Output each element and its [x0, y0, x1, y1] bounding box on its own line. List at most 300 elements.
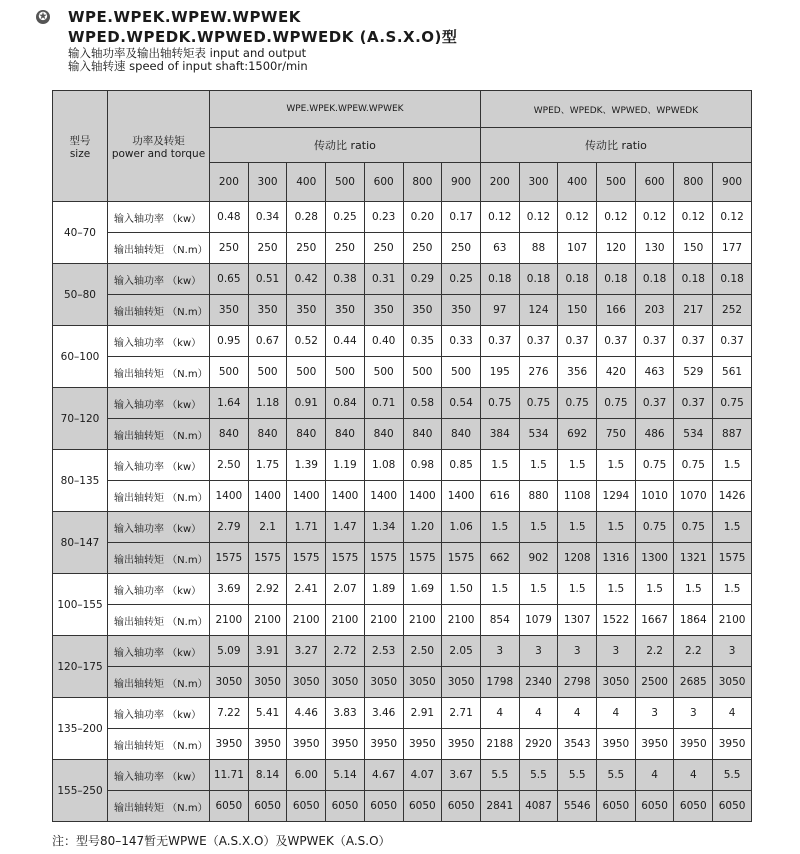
output-torque-label: 输出轴转矩 （N.m） [108, 791, 210, 822]
torque-cell: 1079 [519, 605, 558, 636]
torque-cell: 1316 [597, 543, 636, 574]
power-cell: 2.2 [674, 636, 713, 667]
torque-cell: 534 [674, 419, 713, 450]
power-cell: 2.92 [248, 574, 287, 605]
power-cell: 0.95 [210, 326, 249, 357]
torque-cell: 166 [597, 295, 636, 326]
power-cell: 1.75 [248, 450, 287, 481]
torque-cell: 1522 [597, 605, 636, 636]
torque-cell: 6050 [635, 791, 674, 822]
table-row [53, 667, 752, 698]
table-row [53, 698, 752, 729]
output-torque-label: 输出轴转矩 （N.m） [108, 667, 210, 698]
torque-cell: 6050 [287, 791, 326, 822]
power-cell: 0.75 [519, 388, 558, 419]
torque-cell: 5546 [558, 791, 597, 822]
power-cell: 4.07 [403, 760, 442, 791]
torque-cell: 1010 [635, 481, 674, 512]
torque-cell: 124 [519, 295, 558, 326]
power-cell: 1.5 [558, 450, 597, 481]
torque-cell: 1798 [480, 667, 519, 698]
size-cell: 155–250 [53, 760, 108, 822]
ratio-b-300: 300 [519, 163, 558, 202]
torque-cell: 350 [442, 295, 481, 326]
size-cell: 60–100 [53, 326, 108, 388]
table-row [53, 202, 752, 233]
power-cell: 0.48 [210, 202, 249, 233]
power-cell: 0.18 [597, 264, 636, 295]
torque-cell: 500 [364, 357, 403, 388]
input-power-label: 输入轴功率 （kw） [108, 202, 210, 233]
torque-cell: 616 [480, 481, 519, 512]
power-cell: 0.38 [326, 264, 365, 295]
output-torque-label: 输出轴转矩 （N.m） [108, 295, 210, 326]
power-cell: 2.41 [287, 574, 326, 605]
torque-cell: 3050 [248, 667, 287, 698]
torque-cell: 250 [210, 233, 249, 264]
torque-cell: 120 [597, 233, 636, 264]
power-cell: 1.34 [364, 512, 403, 543]
power-cell: 5.5 [480, 760, 519, 791]
torque-cell: 2100 [210, 605, 249, 636]
output-torque-label: 输出轴转矩 （N.m） [108, 543, 210, 574]
input-power-label: 输入轴功率 （kw） [108, 450, 210, 481]
subtitle-2: 输入轴转速 speed of input shaft:1500r/min [68, 59, 308, 73]
power-cell: 3.69 [210, 574, 249, 605]
power-cell: 1.64 [210, 388, 249, 419]
torque-cell: 500 [287, 357, 326, 388]
power-cell: 1.5 [597, 574, 636, 605]
table-row [53, 357, 752, 388]
subtitle-1: 输入轴功率及输出轴转矩表 input and output [68, 46, 307, 60]
power-cell: 0.84 [326, 388, 365, 419]
table-row [53, 450, 752, 481]
power-cell: 1.69 [403, 574, 442, 605]
torque-cell: 250 [326, 233, 365, 264]
torque-cell: 6050 [326, 791, 365, 822]
power-cell: 0.12 [674, 202, 713, 233]
power-cell: 0.42 [287, 264, 326, 295]
torque-cell: 3950 [713, 729, 752, 760]
power-cell: 3 [558, 636, 597, 667]
torque-cell: 3050 [403, 667, 442, 698]
torque-cell: 2100 [442, 605, 481, 636]
power-cell: 0.98 [403, 450, 442, 481]
power-cell: 0.23 [364, 202, 403, 233]
power-cell: 0.75 [674, 512, 713, 543]
power-cell: 0.25 [326, 202, 365, 233]
torque-cell: 350 [210, 295, 249, 326]
table-row [53, 326, 752, 357]
torque-cell: 902 [519, 543, 558, 574]
table-row [53, 512, 752, 543]
power-cell: 2.50 [403, 636, 442, 667]
torque-cell: 1400 [210, 481, 249, 512]
torque-cell: 195 [480, 357, 519, 388]
power-cell: 0.18 [558, 264, 597, 295]
power-cell: 0.18 [635, 264, 674, 295]
torque-cell: 356 [558, 357, 597, 388]
power-cell: 3 [713, 636, 752, 667]
power-cell: 0.91 [287, 388, 326, 419]
power-cell: 0.28 [287, 202, 326, 233]
torque-cell: 1400 [248, 481, 287, 512]
power-cell: 3.46 [364, 698, 403, 729]
torque-cell: 3950 [364, 729, 403, 760]
title-line-1: WPE.WPEK.WPEW.WPWEK [68, 8, 301, 26]
power-cell: 1.5 [480, 512, 519, 543]
power-cell: 1.47 [326, 512, 365, 543]
torque-cell: 2100 [713, 605, 752, 636]
power-cell: 2.07 [326, 574, 365, 605]
power-cell: 1.5 [713, 450, 752, 481]
torque-cell: 130 [635, 233, 674, 264]
torque-cell: 500 [248, 357, 287, 388]
power-cell: 3 [597, 636, 636, 667]
torque-cell: 3050 [210, 667, 249, 698]
output-torque-label: 输出轴转矩 （N.m） [108, 729, 210, 760]
torque-cell: 3950 [287, 729, 326, 760]
power-cell: 2.71 [442, 698, 481, 729]
star-icon: ✪ [36, 10, 50, 24]
pt-header-cn: 功率及转矩 [132, 134, 185, 147]
size-cell: 135–200 [53, 698, 108, 760]
input-power-label: 输入轴功率 （kw） [108, 698, 210, 729]
torque-cell: 1400 [403, 481, 442, 512]
torque-cell: 1575 [248, 543, 287, 574]
power-cell: 0.75 [480, 388, 519, 419]
power-cell: 0.75 [558, 388, 597, 419]
torque-cell: 350 [326, 295, 365, 326]
group-b-header: WPED、WPEDK、WPWED、WPWEDK [480, 91, 751, 128]
model-header-en: size [69, 147, 91, 160]
ratio-a-300: 300 [248, 163, 287, 202]
torque-cell: 3050 [597, 667, 636, 698]
ratio-b-800: 800 [674, 163, 713, 202]
power-cell: 0.18 [674, 264, 713, 295]
torque-cell: 840 [326, 419, 365, 450]
power-cell: 4.46 [287, 698, 326, 729]
power-cell: 2.53 [364, 636, 403, 667]
power-cell: 0.37 [635, 388, 674, 419]
torque-cell: 534 [519, 419, 558, 450]
power-cell: 2.1 [248, 512, 287, 543]
torque-cell: 692 [558, 419, 597, 450]
ratio-header-a: 传动比 ratio [210, 128, 481, 163]
torque-cell: 250 [442, 233, 481, 264]
torque-cell: 2841 [480, 791, 519, 822]
power-cell: 0.65 [210, 264, 249, 295]
power-cell: 0.12 [635, 202, 674, 233]
torque-cell: 6050 [674, 791, 713, 822]
power-cell: 1.5 [558, 512, 597, 543]
table-row [53, 760, 752, 791]
size-cell: 120–175 [53, 636, 108, 698]
torque-cell: 6050 [248, 791, 287, 822]
power-cell: 2.72 [326, 636, 365, 667]
input-power-label: 输入轴功率 （kw） [108, 760, 210, 791]
torque-cell: 3050 [442, 667, 481, 698]
power-cell: 0.37 [635, 326, 674, 357]
torque-cell: 1667 [635, 605, 674, 636]
torque-cell: 1400 [364, 481, 403, 512]
torque-cell: 1575 [287, 543, 326, 574]
torque-cell: 840 [210, 419, 249, 450]
torque-cell: 1575 [403, 543, 442, 574]
torque-cell: 6050 [713, 791, 752, 822]
torque-cell: 2188 [480, 729, 519, 760]
power-cell: 1.5 [519, 574, 558, 605]
output-torque-label: 输出轴转矩 （N.m） [108, 419, 210, 450]
torque-cell: 840 [442, 419, 481, 450]
torque-cell: 3050 [326, 667, 365, 698]
torque-cell: 250 [248, 233, 287, 264]
input-power-label: 输入轴功率 （kw） [108, 326, 210, 357]
pt-header-en: power and torque [111, 147, 206, 160]
table-row [53, 574, 752, 605]
power-cell: 2.05 [442, 636, 481, 667]
torque-cell: 1294 [597, 481, 636, 512]
power-cell: 1.18 [248, 388, 287, 419]
torque-cell: 2100 [287, 605, 326, 636]
torque-cell: 1575 [442, 543, 481, 574]
power-cell: 7.22 [210, 698, 249, 729]
size-cell: 80–147 [53, 512, 108, 574]
torque-cell: 250 [287, 233, 326, 264]
torque-cell: 840 [287, 419, 326, 450]
torque-cell: 2100 [326, 605, 365, 636]
torque-cell: 840 [364, 419, 403, 450]
table-row [53, 543, 752, 574]
torque-cell: 250 [364, 233, 403, 264]
torque-cell: 3050 [713, 667, 752, 698]
power-cell: 3.27 [287, 636, 326, 667]
power-cell: 6.00 [287, 760, 326, 791]
power-cell: 0.18 [519, 264, 558, 295]
torque-cell: 2798 [558, 667, 597, 698]
output-torque-label: 输出轴转矩 （N.m） [108, 605, 210, 636]
torque-cell: 463 [635, 357, 674, 388]
power-cell: 0.40 [364, 326, 403, 357]
torque-cell: 88 [519, 233, 558, 264]
power-cell: 0.37 [674, 326, 713, 357]
ratio-a-800: 800 [403, 163, 442, 202]
power-cell: 2.50 [210, 450, 249, 481]
power-cell: 1.5 [480, 574, 519, 605]
power-cell: 0.75 [597, 388, 636, 419]
power-cell: 1.71 [287, 512, 326, 543]
torque-cell: 486 [635, 419, 674, 450]
power-cell: 0.75 [713, 388, 752, 419]
power-cell: 4 [519, 698, 558, 729]
output-torque-label: 输出轴转矩 （N.m） [108, 357, 210, 388]
ratio-b-500: 500 [597, 163, 636, 202]
title-line-2: WPED.WPEDK.WPWED.WPWEDK (A.S.X.O)型 [68, 28, 458, 46]
power-cell: 0.12 [713, 202, 752, 233]
power-cell: 5.5 [558, 760, 597, 791]
torque-cell: 276 [519, 357, 558, 388]
torque-cell: 1321 [674, 543, 713, 574]
torque-cell: 1307 [558, 605, 597, 636]
torque-cell: 1208 [558, 543, 597, 574]
power-cell: 0.18 [480, 264, 519, 295]
torque-cell: 887 [713, 419, 752, 450]
power-cell: 0.52 [287, 326, 326, 357]
power-cell: 1.50 [442, 574, 481, 605]
torque-cell: 2340 [519, 667, 558, 698]
input-power-label: 输入轴功率 （kw） [108, 574, 210, 605]
torque-cell: 6050 [597, 791, 636, 822]
power-cell: 0.33 [442, 326, 481, 357]
power-cell: 5.41 [248, 698, 287, 729]
torque-cell: 1400 [442, 481, 481, 512]
power-cell: 0.20 [403, 202, 442, 233]
size-cell: 50–80 [53, 264, 108, 326]
torque-cell: 500 [403, 357, 442, 388]
power-cell: 0.85 [442, 450, 481, 481]
torque-cell: 6050 [210, 791, 249, 822]
power-cell: 0.25 [442, 264, 481, 295]
table-row [53, 295, 752, 326]
model-header [53, 91, 108, 202]
torque-cell: 384 [480, 419, 519, 450]
table-row [53, 636, 752, 667]
ratio-a-200: 200 [210, 163, 249, 202]
torque-cell: 1108 [558, 481, 597, 512]
power-cell: 4 [597, 698, 636, 729]
power-cell: 0.34 [248, 202, 287, 233]
table-row [53, 605, 752, 636]
torque-cell: 500 [326, 357, 365, 388]
power-cell: 1.20 [403, 512, 442, 543]
torque-cell: 217 [674, 295, 713, 326]
pt-header [108, 91, 210, 202]
torque-cell: 1575 [210, 543, 249, 574]
torque-cell: 500 [442, 357, 481, 388]
power-cell: 0.44 [326, 326, 365, 357]
power-cell: 0.75 [635, 450, 674, 481]
input-power-label: 输入轴功率 （kw） [108, 636, 210, 667]
power-cell: 4 [635, 760, 674, 791]
table-row [53, 264, 752, 295]
group-a-header: WPE.WPEK.WPEW.WPWEK [210, 91, 481, 128]
power-cell: 1.5 [713, 512, 752, 543]
torque-cell: 6050 [442, 791, 481, 822]
power-cell: 1.06 [442, 512, 481, 543]
power-cell: 5.5 [597, 760, 636, 791]
torque-cell: 1400 [326, 481, 365, 512]
footnote: 注：型号80–147暂无WPWE（A.S.X.O）及WPWEK（A.S.O） [52, 834, 391, 848]
torque-cell: 1070 [674, 481, 713, 512]
power-cell: 0.37 [713, 326, 752, 357]
power-cell: 0.12 [558, 202, 597, 233]
torque-cell: 150 [558, 295, 597, 326]
power-cell: 0.54 [442, 388, 481, 419]
torque-cell: 500 [210, 357, 249, 388]
table-row [53, 388, 752, 419]
power-cell: 2.2 [635, 636, 674, 667]
power-cell: 3 [635, 698, 674, 729]
spec-table [52, 90, 752, 822]
power-cell: 0.71 [364, 388, 403, 419]
torque-cell: 350 [364, 295, 403, 326]
torque-cell: 3950 [248, 729, 287, 760]
torque-cell: 252 [713, 295, 752, 326]
power-cell: 0.18 [713, 264, 752, 295]
table-row [53, 791, 752, 822]
table-row [53, 481, 752, 512]
power-cell: 0.37 [558, 326, 597, 357]
power-cell: 4 [674, 760, 713, 791]
size-cell: 70–120 [53, 388, 108, 450]
power-cell: 0.35 [403, 326, 442, 357]
torque-cell: 250 [403, 233, 442, 264]
torque-cell: 3050 [364, 667, 403, 698]
torque-cell: 880 [519, 481, 558, 512]
power-cell: 0.67 [248, 326, 287, 357]
ratio-b-600: 600 [635, 163, 674, 202]
power-cell: 5.09 [210, 636, 249, 667]
torque-cell: 2500 [635, 667, 674, 698]
power-cell: 5.14 [326, 760, 365, 791]
torque-cell: 1426 [713, 481, 752, 512]
power-cell: 3.83 [326, 698, 365, 729]
ratio-a-400: 400 [287, 163, 326, 202]
power-cell: 3 [674, 698, 713, 729]
torque-cell: 97 [480, 295, 519, 326]
ratio-b-200: 200 [480, 163, 519, 202]
ratio-b-900: 900 [713, 163, 752, 202]
torque-cell: 1575 [713, 543, 752, 574]
power-cell: 1.5 [519, 512, 558, 543]
size-cell: 40–70 [53, 202, 108, 264]
torque-cell: 203 [635, 295, 674, 326]
size-cell: 80–135 [53, 450, 108, 512]
torque-cell: 3950 [403, 729, 442, 760]
power-cell: 1.19 [326, 450, 365, 481]
power-cell: 0.29 [403, 264, 442, 295]
torque-cell: 350 [287, 295, 326, 326]
torque-cell: 3950 [210, 729, 249, 760]
torque-cell: 3950 [635, 729, 674, 760]
input-power-label: 输入轴功率 （kw） [108, 264, 210, 295]
power-cell: 1.5 [480, 450, 519, 481]
power-cell: 0.12 [480, 202, 519, 233]
power-cell: 3 [519, 636, 558, 667]
torque-cell: 107 [558, 233, 597, 264]
power-cell: 0.37 [674, 388, 713, 419]
torque-cell: 1400 [287, 481, 326, 512]
power-cell: 1.5 [713, 574, 752, 605]
ratio-b-400: 400 [558, 163, 597, 202]
torque-cell: 1300 [635, 543, 674, 574]
power-cell: 2.79 [210, 512, 249, 543]
power-cell: 0.58 [403, 388, 442, 419]
torque-cell: 529 [674, 357, 713, 388]
torque-cell: 2100 [248, 605, 287, 636]
input-power-label: 输入轴功率 （kw） [108, 512, 210, 543]
torque-cell: 1864 [674, 605, 713, 636]
power-cell: 5.5 [519, 760, 558, 791]
power-cell: 0.51 [248, 264, 287, 295]
torque-cell: 2100 [403, 605, 442, 636]
torque-cell: 6050 [403, 791, 442, 822]
power-cell: 4.67 [364, 760, 403, 791]
torque-cell: 854 [480, 605, 519, 636]
power-cell: 0.75 [635, 512, 674, 543]
power-cell: 1.5 [635, 574, 674, 605]
torque-cell: 561 [713, 357, 752, 388]
